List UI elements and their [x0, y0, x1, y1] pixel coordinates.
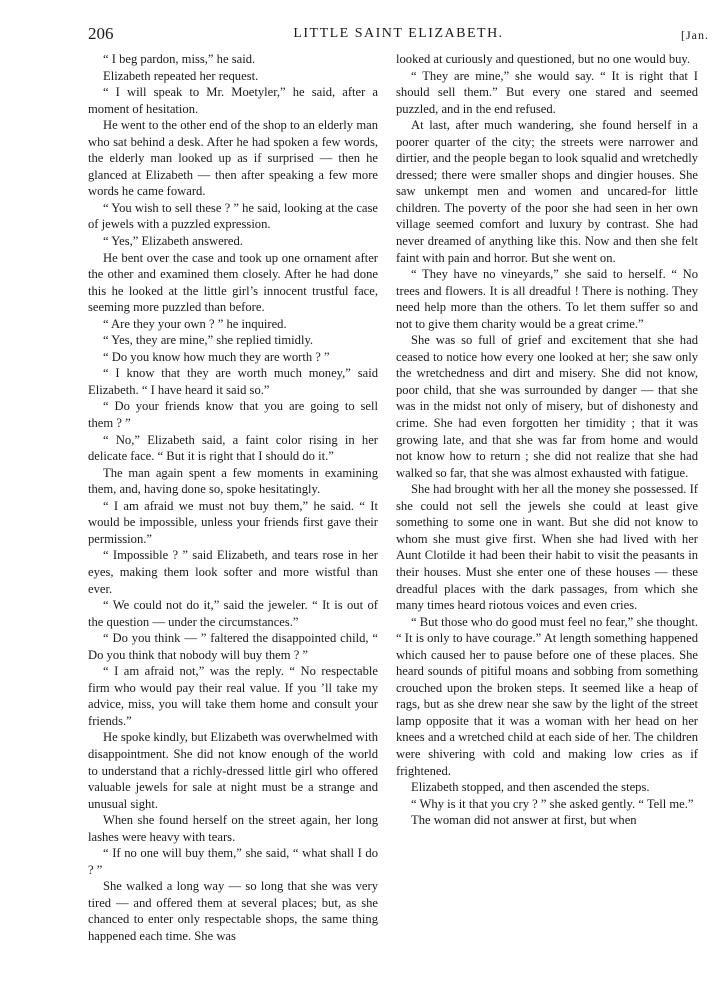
paragraph: He went to the other end of the shop to an elderly man who sat behind a desk. After he had spoken a few words, the elderly man looked up as if surprised — then he glanced at Elizabeth — then after speaking a few more words he came foward.: [88, 118, 378, 199]
paragraph: Elizabeth stopped, and then ascended the steps.: [411, 780, 650, 795]
page-number: 206: [88, 24, 114, 43]
paragraph: “ I will speak to Mr. Moetyler,” he said, after a moment of hesitation.: [88, 85, 378, 116]
paragraph: “ I am afraid not,” was the reply. “ No respectable firm who would pay their real value. If you ’ll take my advice, miss, you will take them home and consult your friends.”: [88, 664, 378, 728]
paragraph: “ Are they your own ? ” he inquired.: [103, 316, 287, 331]
running-title: LITTLE SAINT ELIZABETH.: [293, 26, 504, 41]
paragraph: “ We could not do it,” said the jeweler. “ It is out of the question — under the circumstances.”: [88, 598, 378, 629]
paragraph: He spoke kindly, but Elizabeth was overwhelmed with disappointment. She did not know enough of the world to understand that a richly-dressed little girl who offered valuable jewels for sale at night must be a strange and unusual sight.: [88, 730, 378, 811]
paragraph: “ But those who do good must feel no fear,” she thought. “ It is only to have courage.” At length something happened which caused her to pause before one of these places. She heard sounds of pitiful moans and sobbing from something crouched upon the broken steps. It seemed like a heap of rags, but as she drew near she saw by the light of the street lamp opposite that it was a woman with her head on her knees and a wretched child at each side of her. The children were shivering with cold and making low cries as if frightened.: [396, 614, 698, 778]
paragraph: Elizabeth repeated her request.: [103, 68, 259, 83]
paragraph: “ Impossible ? ” said Elizabeth, and tears rose in her eyes, making them look softer and more wistful than ever.: [88, 548, 378, 596]
paragraph: “ I beg pardon, miss,” he said.: [103, 52, 256, 66]
paragraph: “ No,” Elizabeth said, a faint color rising in her delicate face. “ But it is right that I should do it.”: [88, 432, 378, 464]
paragraph: She walked a long way — so long that she was very tired — and offered them at several places; but, as she chanced to enter only respectable shops, the same thing happened each time. She was: [88, 879, 378, 943]
paragraph: “ They have no vineyards,” she said to herself. “ No trees and flowers. It is all dreadful ! There is nothing. They need help more than the others. To let them suffer so and not to give them charity would be a great crime.”: [396, 267, 698, 331]
paragraph: He bent over the case and took up one ornament after the other and examined them closely. After he had done this he looked at the little girl’s innocent trustful face, seeming more puzzled than before.: [88, 250, 378, 315]
paragraph: “ I know that they are worth much money,” said Elizabeth. “ I have heard it said so.”: [88, 366, 378, 397]
paragraph: “ You wish to sell these ? ” he said, looking at the case of jewels with a puzzled expression.: [88, 200, 378, 232]
paragraph: “ If no one will buy them,” she said, “ what shall I do ? ”: [88, 846, 378, 877]
running-header: [88, 20, 709, 46]
issue-month: [Jan.: [681, 28, 709, 42]
paragraph: “ Yes, they are mine,” she replied timidly.: [103, 333, 314, 348]
paragraph: She had brought with her all the money she possessed. If she could not sell the jewels she could at least give something to some one in want. But she did not know to whom she must give first. When she had lived with her Aunt Clotilde it had been their habit to visit the peasants in their houses. Must she enter one of these houses — these dreadful places with the dark passages, from which she many times heard riotous voices and even cries.: [396, 482, 698, 613]
paragraph: She was so full of grief and excitement that she had ceased to notice how every one looked at her; she saw only the wretchedness and dirt and misery. She did not know, poor child, that she was surrounded by danger — that she was in the midst not only of misery, but of dishonesty and crime. She had even forgotten her timidity ; that it was growing late, and that she was far from home and would not know how to return ; she did not realize that she had walked so far, that she was almost exhausted with fatigue.: [396, 333, 698, 480]
paragraph: “ Do your friends know that you are going to sell them ? ”: [88, 399, 378, 431]
paragraph: “ Yes,” Elizabeth answered.: [103, 234, 243, 249]
paragraph: “ Do you know how much they are worth ? ”: [103, 349, 330, 364]
right-column: [396, 51, 698, 829]
paragraph: “ They are mine,” she would say. “ It is right that I should sell them.” But every one stared and seemed puzzled, and in the end refused.: [396, 68, 698, 116]
paragraph: When she found herself on the street again, her long lashes were heavy with tears.: [88, 813, 378, 844]
paragraph: At last, after much wandering, she found herself in a poorer quarter of the city; the streets were narrower and dirtier, and the people began to look squalid and wretchedly dressed; there were smaller shops and dingier houses. She saw unkempt men and women and uncared-for little children. The poverty of the poor she had seen in her own village seemed comfort and luxury by contrast. She had never dreamed of anything like this. Now and then she felt faint with pain and horror. But she went on.: [396, 118, 698, 265]
left-column: [88, 51, 378, 945]
paragraph: “ I am afraid we must not buy them,” he said. “ It would be impossible, unless your friends first gave their permission.”: [88, 498, 378, 546]
paragraph: The woman did not answer at first, but when: [411, 813, 637, 828]
paragraph: The man again spent a few moments in examining them, and, having done so, spoke hesitatingly.: [88, 465, 378, 497]
paragraph: “ Why is it that you cry ? ” she asked gently. “ Tell me.”: [411, 796, 694, 811]
continued-paragraph: looked at curiously and questioned, but no one would buy.: [396, 52, 691, 66]
paragraph: “ Do you think — ” faltered the disappointed child, “ Do you think that nobody will buy them ? ”: [88, 631, 378, 662]
